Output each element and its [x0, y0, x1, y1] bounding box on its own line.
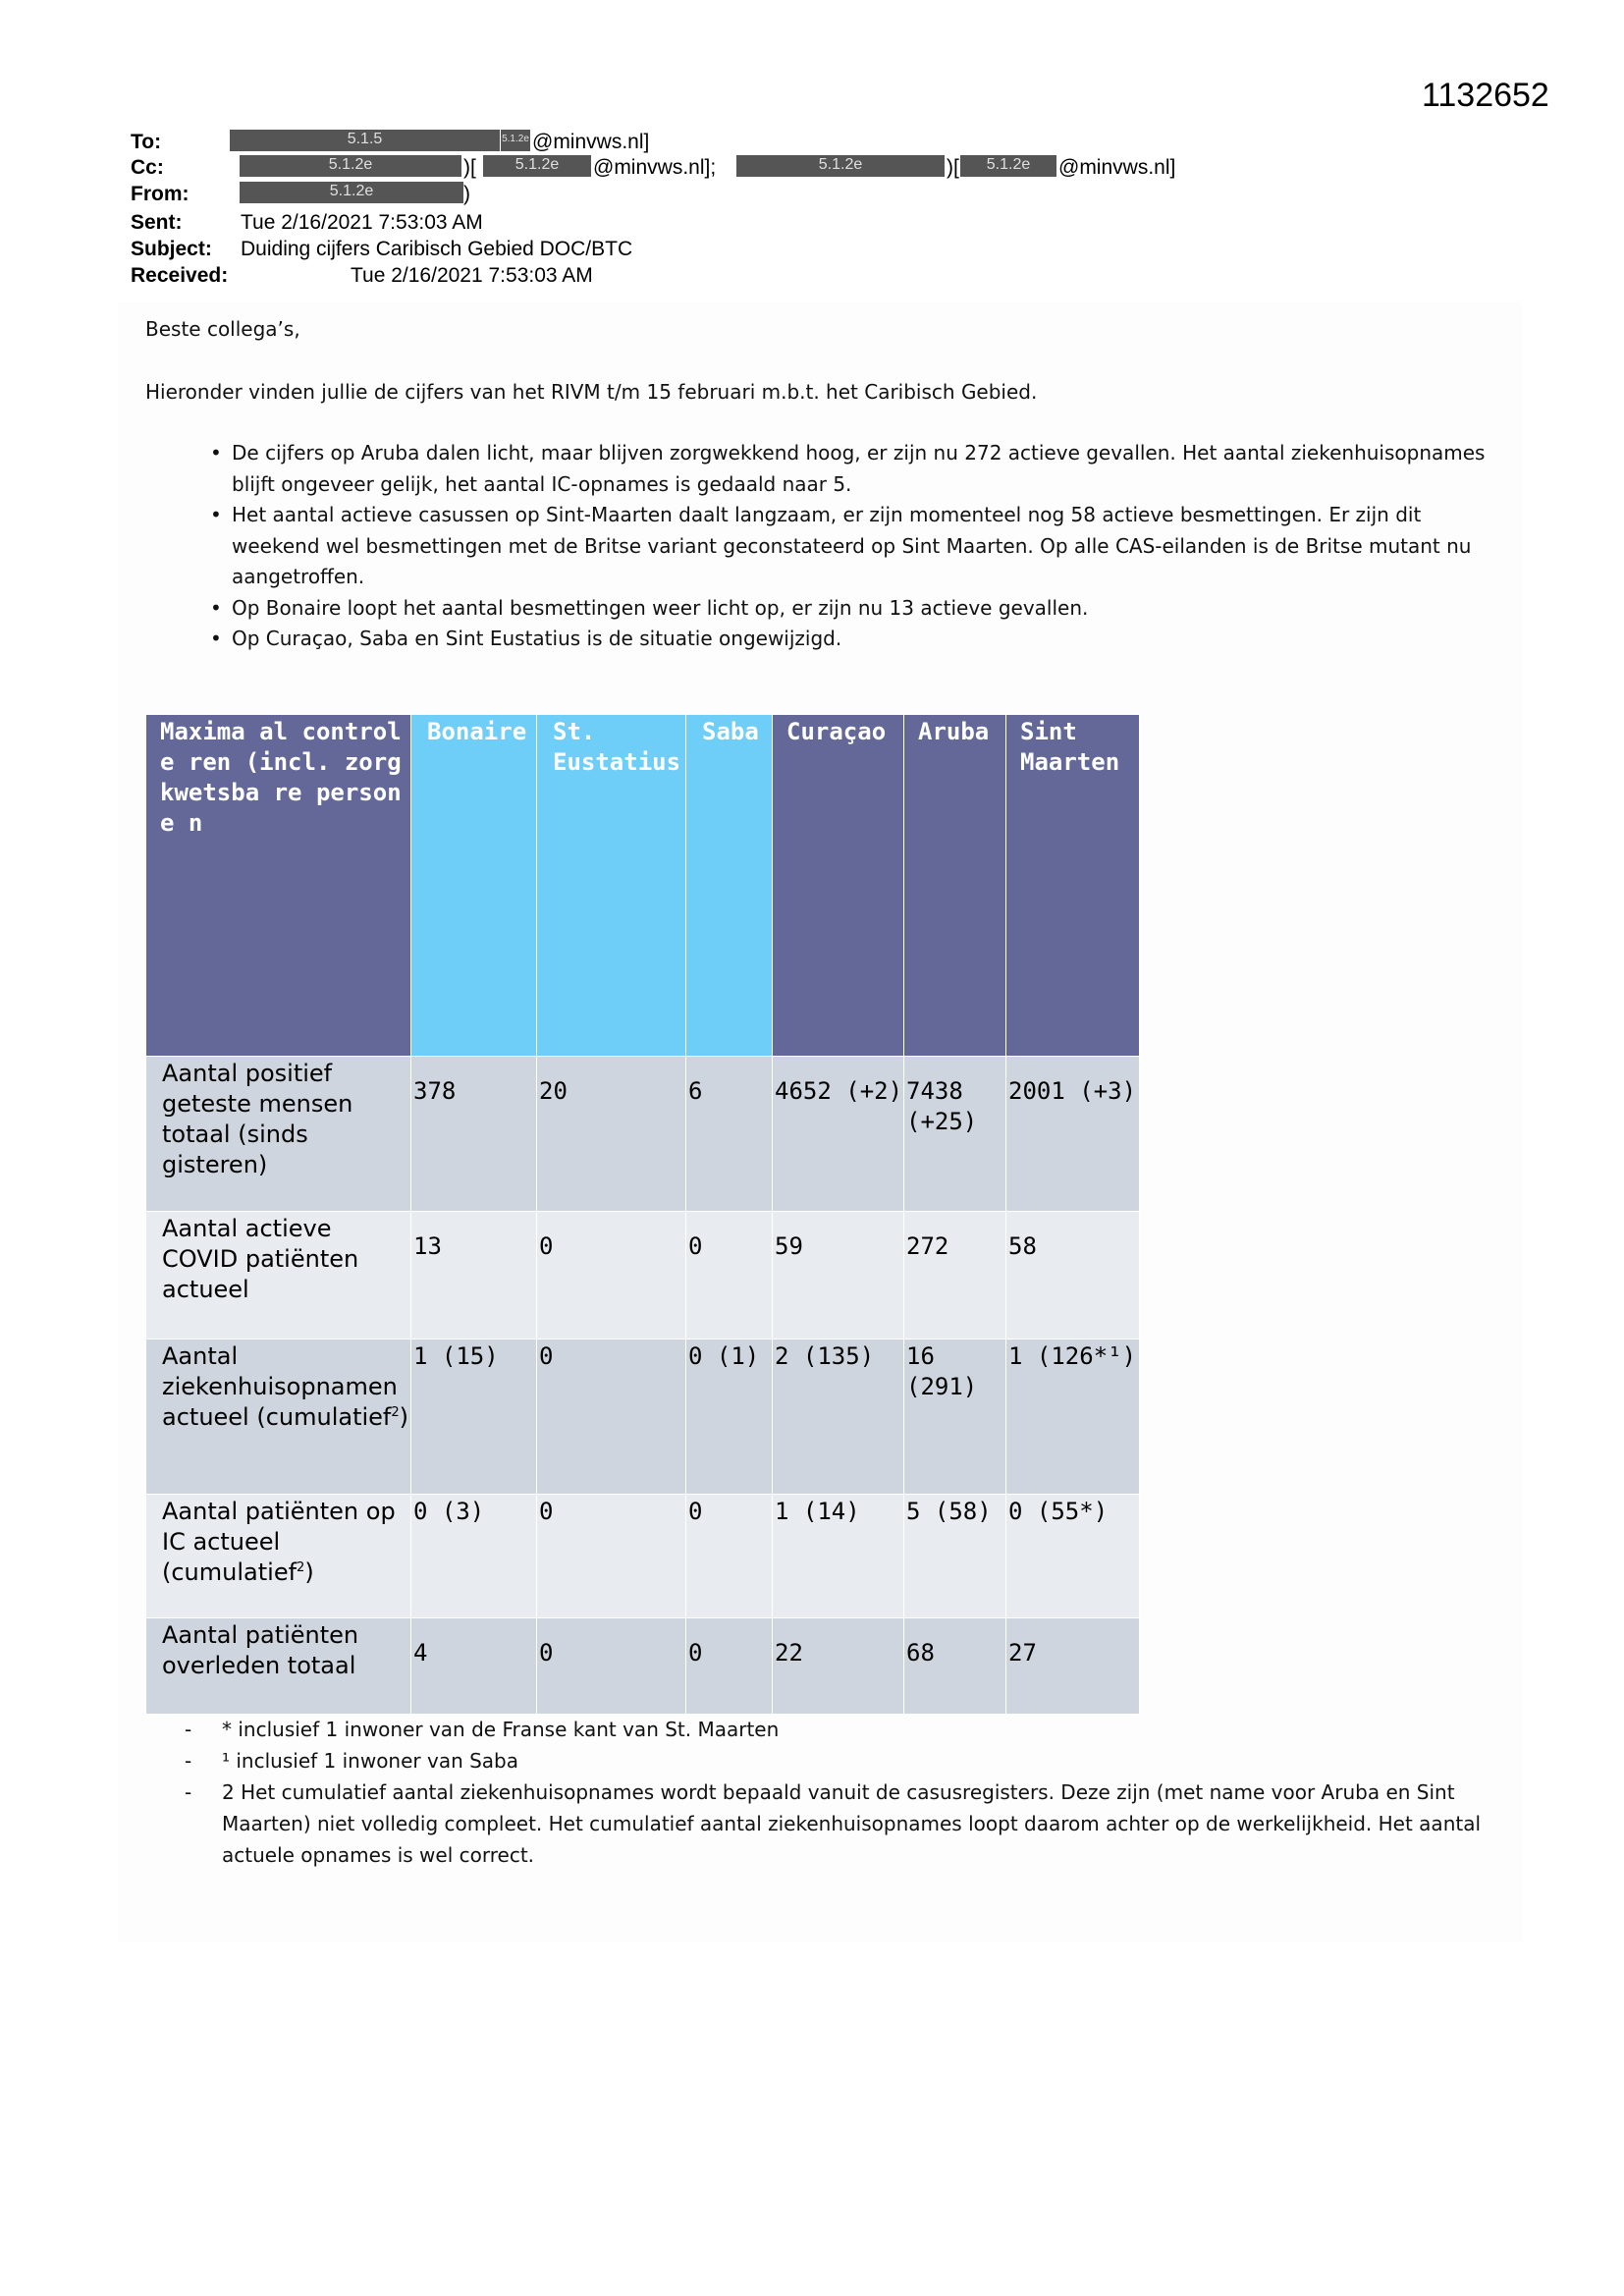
from-close: ): [463, 183, 470, 205]
row-label: [146, 1495, 411, 1618]
sent-label: Sent:: [131, 211, 183, 234]
table-cell: 68: [904, 1618, 1006, 1715]
footnote-text: * inclusief 1 inwoner van de Franse kant van St. Maarten: [222, 1718, 780, 1741]
covid-stats-table: [145, 714, 1140, 1715]
table-cell: 0: [686, 1618, 773, 1715]
redaction-block: 5.1.2e: [736, 155, 945, 177]
table-cell: 13: [411, 1212, 537, 1339]
cc-label: Cc:: [131, 156, 164, 179]
column-header-aruba: Aruba: [904, 715, 1006, 1057]
table-cell: 1 (14): [773, 1495, 904, 1618]
footnote-item: [187, 1745, 1502, 1777]
column-header-st-eustatius: St. Eustatius: [537, 715, 686, 1057]
column-header-saba: Saba: [686, 715, 773, 1057]
table-cell: 378: [411, 1057, 537, 1212]
table-cell: 27: [1006, 1618, 1140, 1715]
table-cell: 1 (126*¹): [1006, 1339, 1140, 1495]
table-row: [146, 1495, 1140, 1618]
cc-separator: )[: [947, 156, 959, 179]
table-cell: 0 (55*): [1006, 1495, 1140, 1618]
footnote-dash: -: [185, 1780, 192, 1804]
column-header-curacao: Curaçao: [773, 715, 904, 1057]
table-cell: 2001 (+3): [1006, 1057, 1140, 1212]
sent-value: Tue 2/16/2021 7:53:03 AM: [241, 211, 483, 234]
subject-label: Subject:: [131, 238, 212, 260]
bullet-item: • De cijfers op Aruba dalen licht, maar blijven zorgwekkend hoog, er zijn nu 272 actieve gevallen. Het aantal ziekenhuisopnames blijft ongeveer gelijk, het aantal IC-opnames is gedaald naar 5.: [208, 438, 1504, 500]
row-label-text: Aantal patiënten op IC actueel (cumulatief: [162, 1498, 396, 1586]
table-cell: 5 (58): [904, 1495, 1006, 1618]
subject-value: Duiding cijfers Caribisch Gebied DOC/BTC: [241, 238, 633, 260]
bullet-item: • Het aantal actieve casussen op Sint-Maarten daalt langzaam, er zijn momenteel nog 58 actieve besmettingen. Er zijn dit weekend wel besmettingen met de Britse variant geconstateerd op Sint Maarten. Op alle CAS-eilanden is de Britse mutant nu aangetroffen.: [208, 500, 1504, 593]
received-label: Received:: [131, 264, 229, 287]
to-address: @minvws.nl]: [532, 131, 650, 153]
row-label-end: ): [304, 1558, 314, 1586]
column-header-sint-maarten: Sint Maarten: [1006, 715, 1140, 1057]
row-label: Aantal actieve COVID patiënten actueel: [146, 1212, 411, 1339]
redaction-block: 5.1.5: [230, 130, 500, 151]
table-row: [146, 1057, 1140, 1212]
row-label: Aantal positief geteste mensen totaal (sinds gisteren): [146, 1057, 411, 1212]
cc-address-1: @minvws.nl];: [593, 156, 717, 179]
row-label-text: Aantal ziekenhuisopnamen actueel (cumulatief: [162, 1342, 398, 1431]
received-value: Tue 2/16/2021 7:53:03 AM: [351, 264, 593, 287]
table-cell: 4652 (+2): [773, 1057, 904, 1212]
footnote-dash: -: [185, 1718, 192, 1741]
table-cell: 20: [537, 1057, 686, 1212]
row-label: [146, 1339, 411, 1495]
column-header-bonaire: Bonaire: [411, 715, 537, 1057]
table-cell: 6: [686, 1057, 773, 1212]
row-label: Aantal patiënten overleden totaal: [146, 1618, 411, 1715]
row-label-end: ): [399, 1403, 409, 1431]
table-cell: 16 (291): [904, 1339, 1006, 1495]
cc-address-2: @minvws.nl]: [1058, 156, 1176, 179]
table-cell: 0: [537, 1339, 686, 1495]
footnote-marker: 2: [297, 1560, 305, 1575]
redaction-block: 5.1.2e: [240, 182, 463, 203]
footnote-item: [187, 1714, 1502, 1745]
table-cell: 58: [1006, 1212, 1140, 1339]
footnote-dash: -: [185, 1749, 192, 1773]
table-cell: 22: [773, 1618, 904, 1715]
table-cell: 0: [537, 1212, 686, 1339]
table-corner-header: Maxima al controle ren (incl. zorg kwetsba re persone n: [146, 715, 411, 1057]
table-cell: 4: [411, 1618, 537, 1715]
intro-text: Hieronder vinden jullie de cijfers van het RIVM t/m 15 februari m.b.t. het Caribisch Gebied.: [145, 380, 1038, 404]
footnotes: [187, 1714, 1502, 1871]
footnote-marker: 2: [391, 1405, 400, 1420]
document-number: 1132652: [1422, 77, 1549, 114]
table-cell: 7438 (+25): [904, 1057, 1006, 1212]
table-cell: 1 (15): [411, 1339, 537, 1495]
table-cell: 272: [904, 1212, 1006, 1339]
redaction-block: 5.1.2e: [240, 155, 461, 177]
table-cell: 59: [773, 1212, 904, 1339]
bullet-list: [208, 438, 1504, 655]
table-cell: 0: [537, 1495, 686, 1618]
table-cell: 0 (3): [411, 1495, 537, 1618]
cc-separator: )[: [463, 156, 476, 179]
to-label: To:: [131, 131, 162, 153]
redaction-block: 5.1.2e: [501, 130, 530, 151]
table-cell: 0: [537, 1618, 686, 1715]
bullet-item: • Op Bonaire loopt het aantal besmettingen weer licht op, er zijn nu 13 actieve gevallen.: [208, 593, 1504, 625]
table-cell: 2 (135): [773, 1339, 904, 1495]
table-row: [146, 1212, 1140, 1339]
redaction-block: 5.1.2e: [483, 155, 591, 177]
table-cell: 0: [686, 1495, 773, 1618]
redaction-block: 5.1.2e: [960, 155, 1056, 177]
table-row: [146, 1339, 1140, 1495]
table-row: [146, 1618, 1140, 1715]
bullet-item: • Op Curaçao, Saba en Sint Eustatius is de situatie ongewijzigd.: [208, 624, 1504, 655]
table-cell: 0: [686, 1212, 773, 1339]
from-label: From:: [131, 183, 189, 205]
table-header-row: [146, 715, 1140, 1057]
footnote-text: 2 Het cumulatief aantal ziekenhuisopnames wordt bepaald vanuit de casusregisters. Deze zijn (met name voor Aruba en Sint Maarten) niet volledig compleet. Het cumulatief aantal ziekenhuisopnames loopt daarom achter op de werkelijkheid. Het aantal actuele opnames is wel correct.: [222, 1780, 1482, 1867]
footnote-item: [187, 1777, 1502, 1871]
greeting: Beste collega’s,: [145, 317, 300, 341]
footnote-text: ¹ inclusief 1 inwoner van Saba: [222, 1749, 519, 1773]
table-cell: 0 (1): [686, 1339, 773, 1495]
